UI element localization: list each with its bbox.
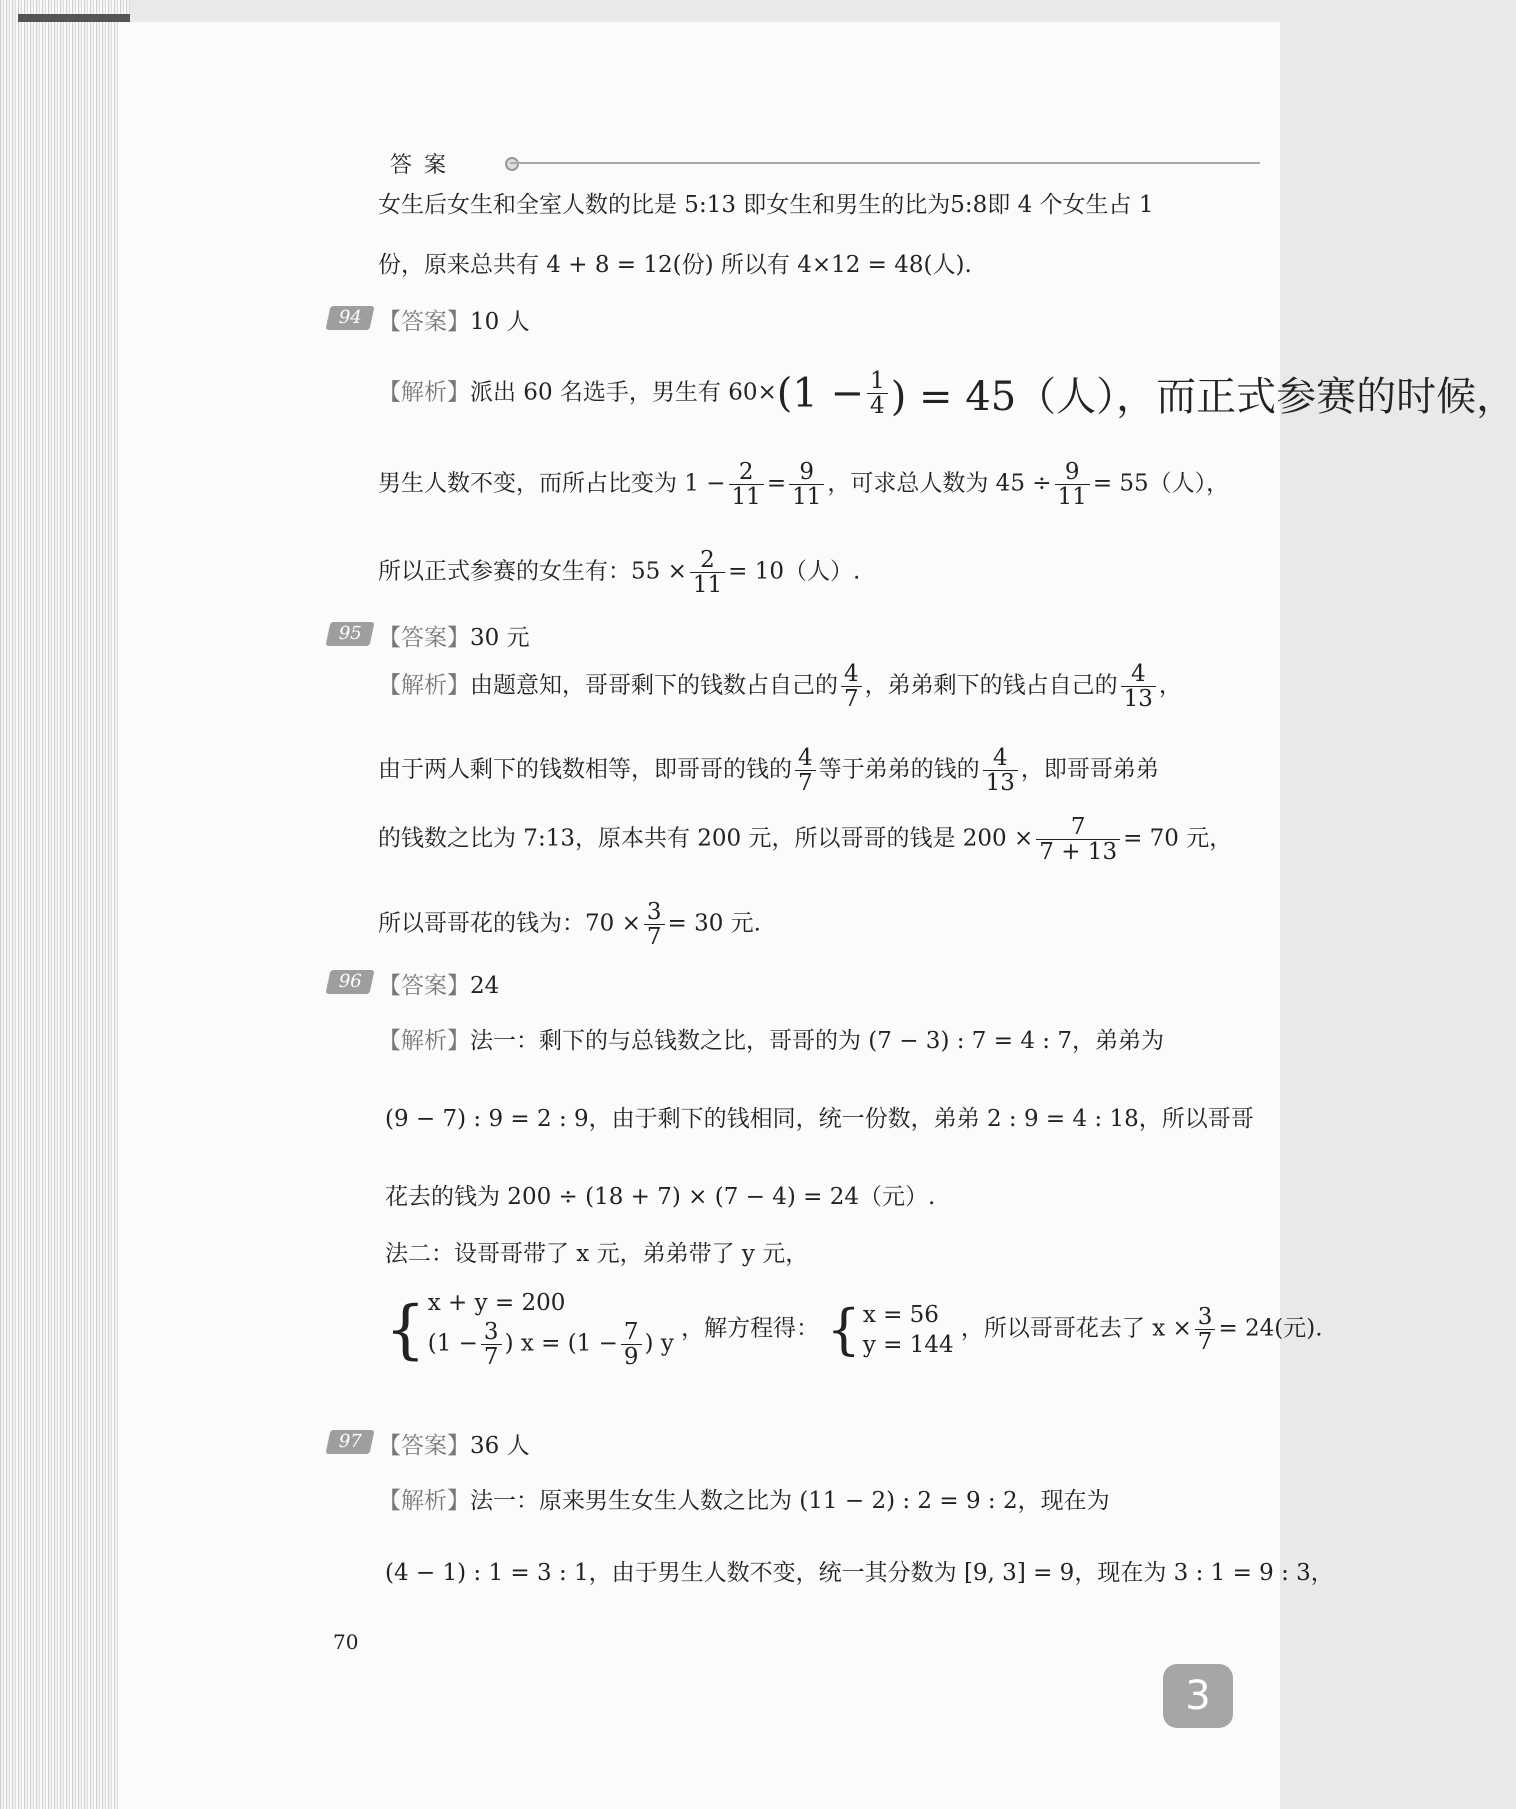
- fraction: $\frac{7}{9}$: [621, 1320, 642, 1369]
- q94-explanation-line-1: 【解析】派出 60 名选手，男生有 60×(1 − $\frac{1}{4}$ ) = 45（人），而正式参赛的时候，: [378, 367, 1516, 420]
- question-number-badge: 94: [325, 306, 374, 330]
- header-ornament-dot: [505, 157, 519, 171]
- q97-explanation-line-2: (4 − 1) : 1 = 3 : 1，由于男生人数不变，统一其分数为 [9, 3] = 9，现在为 3 : 1 = 9 : 3，: [385, 1560, 1334, 1586]
- header-rule: [510, 162, 1260, 164]
- p93-line-1: 女生后女生和全室人数的比是 5:13 即女生和男生的比为5:8即 4 个女生占 1: [378, 192, 1154, 218]
- answer-value: 10 人: [470, 309, 530, 335]
- fraction: $\frac{7}{7 + 13}$: [1036, 815, 1120, 864]
- q94-answer-row: [378, 303, 530, 336]
- q94-explanation-line-3: 所以正式参赛的女生有：55 × $\frac{2}{11}$ = 10（人）.: [378, 547, 861, 599]
- q95-explanation-line-4: 所以哥哥花的钱为：70 × $\frac{3}{7}$ = 30 元.: [378, 899, 761, 951]
- fraction: $\frac{1}{4}$: [867, 369, 888, 418]
- fraction: $\frac{3}{7}$: [1195, 1305, 1216, 1354]
- fraction: $\frac{9}{11}$: [789, 460, 824, 509]
- explanation-label: 【解析】: [378, 379, 470, 406]
- q94-explanation-line-2: 男生人数不变，而所占比变为 1 − $\frac{2}{11}$ = $\frac{9}{11}$ ，可求总人数为 45 ÷ $\frac{9}{11}$ = 55（人），: [378, 459, 1230, 511]
- fraction: $\frac{3}{7}$: [644, 900, 665, 949]
- page-number: 70: [333, 1630, 359, 1654]
- question-number-badge: 95: [325, 622, 374, 646]
- q95-answer-row: 【答案】30 元: [378, 625, 530, 651]
- q96-answer-row: 【答案】24: [378, 973, 500, 999]
- q96-equation-system: { x + y = 200 (1 − $\frac{3}{7}$ ) x = (1 − $\frac{7}{9}$ ) y ，解方程得： { x = 56 y = 144 ，所以哥哥花去了 x × $\frac{3}{7}$ = 24(元).: [385, 1290, 1323, 1371]
- section-header-title: 答案: [390, 153, 459, 178]
- q95-explanation-line-1: 【解析】由题意知，哥哥剩下的钱数占自己的 $\frac{4}{7}$ ，弟弟剩下的钱占自己的 $\frac{4}{13}$ ，: [378, 661, 1182, 713]
- q96-explanation-line-1: 【解析】法一：剩下的与总钱数之比，哥哥的为 (7 − 3) : 7 = 4 : 7，弟弟为: [378, 1028, 1164, 1054]
- book-edge-shadow: [18, 14, 130, 22]
- question-number-badge: 96: [325, 970, 374, 994]
- book-page-edges: [0, 0, 130, 1809]
- q96-explanation-line-4: 法二：设哥哥带了 x 元，弟弟带了 y 元，: [385, 1241, 809, 1267]
- fraction: $\frac{2}{11}$: [690, 548, 725, 597]
- equation-system: { x + y = 200 (1 − $\frac{3}{7}$ ) x = (1 − $\frac{7}{9}$ ) y: [385, 1290, 674, 1371]
- answer-label: 【答案】: [378, 309, 470, 335]
- q97-answer-row: 【答案】36 人: [378, 1433, 530, 1459]
- q96-explanation-line-2: (9 − 7) : 9 = 2 : 9，由于剩下的钱相同，统一份数，弟弟 2 : 9 = 4 : 18，所以哥哥: [385, 1106, 1254, 1132]
- fraction: $\frac{4}{13}$: [983, 746, 1018, 795]
- corner-page-badge: 3: [1163, 1664, 1233, 1728]
- fraction: $\frac{2}{11}$: [729, 460, 764, 509]
- solution-system: { x = 56 y = 144: [826, 1297, 954, 1361]
- q97-explanation-line-1: 【解析】法一：原来男生女生人数之比为 (11 − 2) : 2 = 9 : 2，现在为: [378, 1488, 1110, 1514]
- q95-explanation-line-2: 由于两人剩下的钱数相等，即哥哥的钱的 $\frac{4}{7}$ 等于弟弟的钱的 $\frac{4}{13}$ ，即哥哥弟弟: [378, 745, 1159, 797]
- fraction: $\frac{9}{11}$: [1055, 460, 1090, 509]
- question-number-badge: 97: [325, 1430, 374, 1454]
- fraction: $\frac{3}{7}$: [481, 1320, 502, 1369]
- q96-explanation-line-3: 花去的钱为 200 ÷ (18 + 7) × (7 − 4) = 24（元）.: [385, 1184, 936, 1210]
- q95-explanation-line-3: 的钱数之比为 7:13，原本共有 200 元，所以哥哥的钱是 200 × $\frac{7}{7 + 13}$ = 70 元，: [378, 814, 1233, 866]
- fraction: $\frac{4}{7}$: [795, 746, 816, 795]
- fraction: $\frac{4}{7}$: [841, 662, 862, 711]
- p93-line-2: 份，原来总共有 4 + 8 = 12(份) 所以有 4×12 = 48(人).: [378, 252, 972, 278]
- fraction: $\frac{4}{13}$: [1121, 662, 1156, 711]
